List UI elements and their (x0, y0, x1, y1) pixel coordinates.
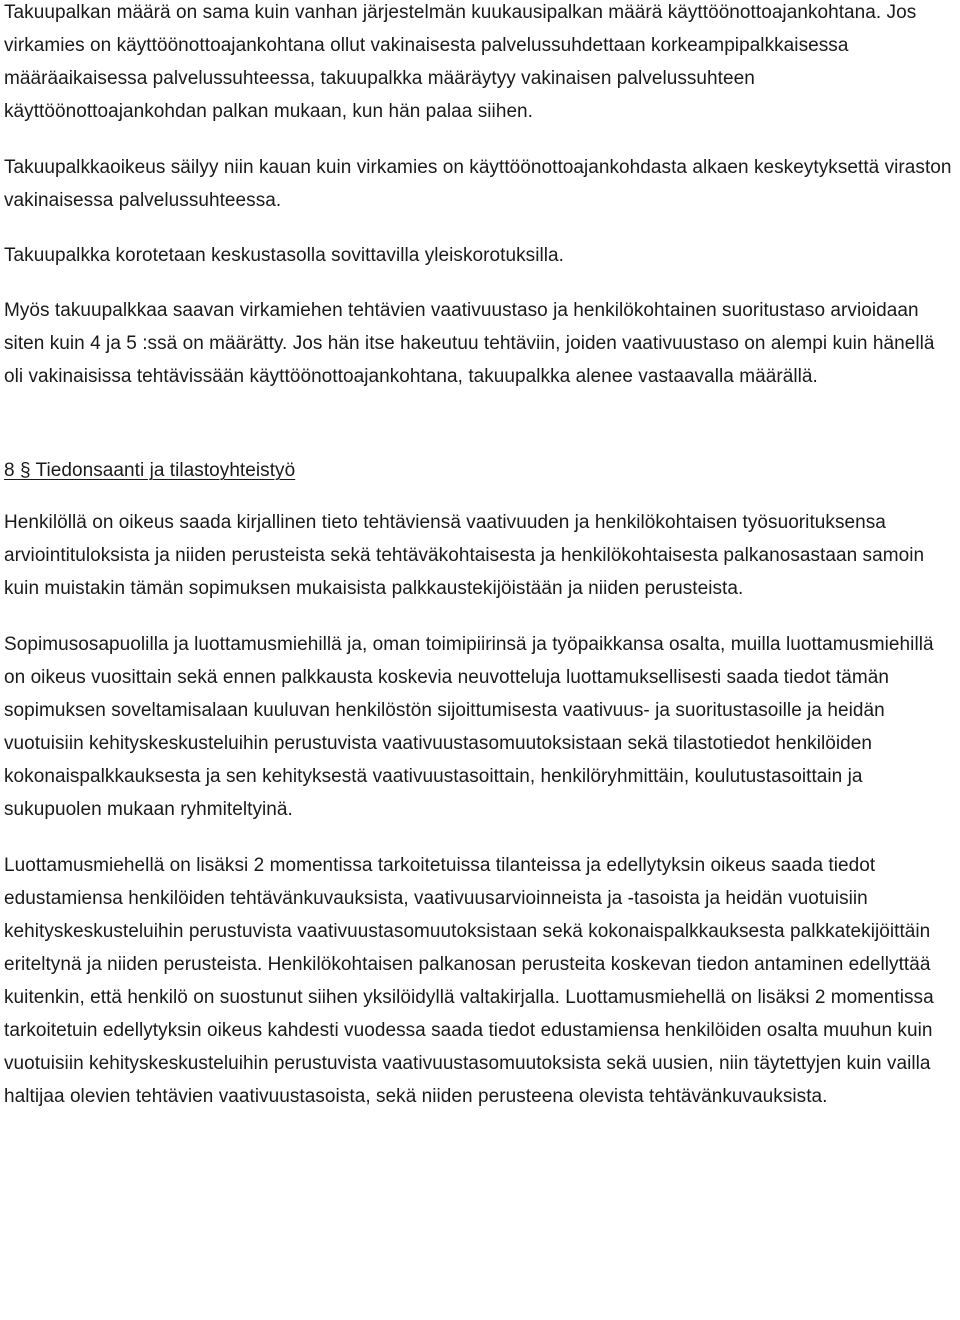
paragraph-vaativuustaso-arviointi: Myös takuupalkkaa saavan virkamiehen tehtävien vaativuustaso ja henkilökohtainen suoritustaso arvioidaan siten kuin 4 ja 5 :ssä on määrätty. Jos hän itse hakeutuu tehtäviin, joiden vaativuustaso on alempi kuin hänellä oli vakinaisissa tehtävissään käyttöönottoajankohtana, takuupalkka alenee vastaavalla määrällä. (4, 300, 935, 387)
paragraph-sopimusosapuolet-tiedot: Sopimusosapuolilla ja luottamusmiehillä ja, oman toimipiirinsä ja työpaikkansa osalta, muilla luottamusmiehillä on oikeus vuosittain sekä ennen palkkausta koskevia neuvotteluja luottamuksellisesti saada tiedot tämän sopimuksen soveltamisalaan kuuluvan henkilöstön sijoittumisesta vaativuus- ja suoritustasoille ja heidän vuotuisiin kehityskeskusteluihin perustuvista vaativuustasomuutoksistaan sekä tilastotiedot henkilöiden kokonaispalkkauksesta ja sen kehityksestä vaativuustasoittain, henkilöryhmittäin, koulutustasoittain ja sukupuolen mukaan ryhmiteltyinä. (4, 634, 934, 820)
paragraph-luottamusmies-tiedot: Luottamusmiehellä on lisäksi 2 momentissa tarkoitetuissa tilanteissa ja edellytyksin oikeus saada tiedot edustamiensa henkilöiden tehtävänkuvauksista, vaativuusarvioinneista ja -tasoista ja heidän vuotuisiin kehityskeskusteluihin perustuvista vaativuustasomuutoksistaan sekä kokonaispalkkauksesta palkkatekijöittäin eriteltynä ja niiden perusteista. Henkilökohtaisen palkanosan perusteita koskevan tiedon antaminen edellyttää kuitenkin, että henkilö on suostunut siihen yksilöidyllä valtakirjalla. Luottamusmiehellä on lisäksi 2 momentissa tarkoitetuin edellytyksin oikeus kahdesti vuodessa saada tiedot edustamiensa henkilöiden osalta muuhun kuin vuotuisiin kehityskeskusteluihin perustuvista vaativuustasomuutoksista sekä uusien, niin täytettyjen kuin vailla haltijaa olevien tehtävien vaativuustasoista, sekä niiden perusteena olevista tehtävänkuvauksista. (4, 855, 934, 1107)
section-heading: 8 § Tiedonsaanti ja tilastoyhteistyö (4, 460, 296, 481)
paragraph-yleiskorotukset: Takuupalkka korotetaan keskustasolla sovittavilla yleiskorotuksilla. (4, 245, 564, 266)
paragraph-takuupalkkaoikeus: Takuupalkkaoikeus säilyy niin kauan kuin virkamies on käyttöönottoajankohdasta alkaen keskeytyksettä viraston vakinaisessa palvelussuhteessa. (4, 157, 952, 211)
paragraph-takuupalkan-maara: Takuupalkan määrä on sama kuin vanhan järjestelmän kuukausipalkan määrä käyttöönottoajankohtana. Jos virkamies on käyttöönottoajankohtana ollut vakinaisesta palvelussuhdettaan korkeampipalkkaisessa määräaikaisessa palvelussuhteessa, takuupalkka määräytyy vakinaisen palvelussuhteen käyttöönottoajankohdan palkan mukaan, kun hän palaa siihen. (4, 2, 917, 122)
paragraph-henkilon-tiedonsaanti: Henkilöllä on oikeus saada kirjallinen tieto tehtäviensä vaativuuden ja henkilökohtaisen työsuorituksensa arviointituloksista ja niiden perusteista sekä tehtäväkohtaisesta ja henkilökohtaisesta palkanosastaan samoin kuin muistakin tämän sopimuksen mukaisista palkkaustekijöistään ja niiden perusteista. (4, 512, 925, 599)
